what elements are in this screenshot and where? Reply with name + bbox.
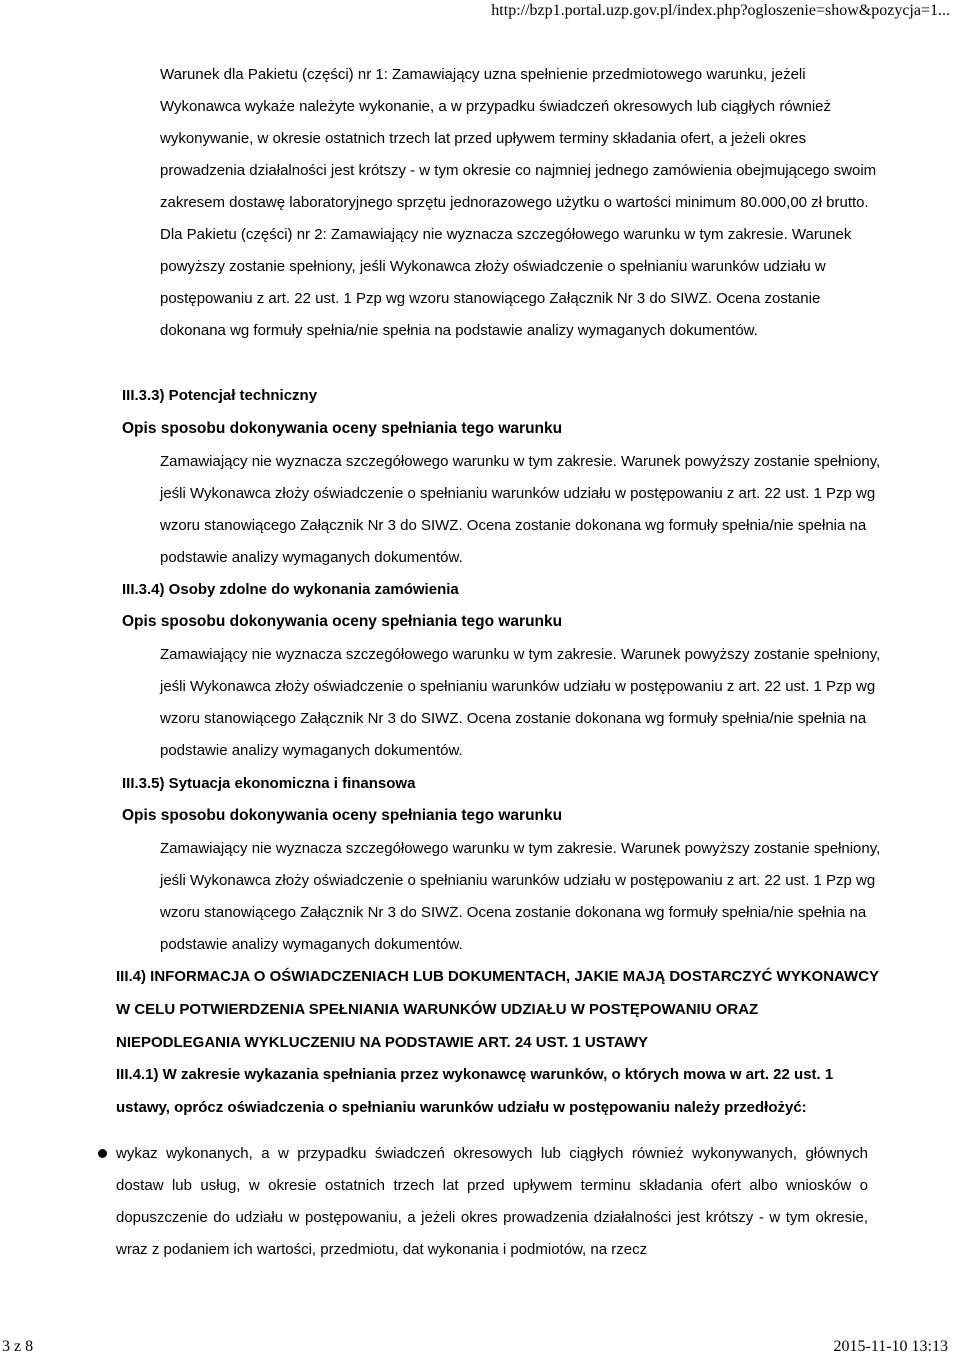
section-text-osoby: Zamawiający nie wyznacza szczegółowego warunku w tym zakresie. Warunek powyższy zostanie spełniony, jeśli Wykonawca złoży oświadczenie o spełnianiu warunków udziału w postępowaniu z art. 22 ust. 1 Pzp wg wzoru stanowiącego Załącznik Nr 3 do SIWZ. Ocena zostanie dokonana wg formuły spełnia/nie spełnia na podstawie analizy wymaganych dokumentów.: [160, 646, 881, 759]
print-datetime: 2015-11-10 13:13: [833, 1338, 948, 1355]
page-number: 3 z 8: [2, 1338, 34, 1355]
section-text-sytuacja: Zamawiający nie wyznacza szczegółowego warunku w tym zakresie. Warunek powyższy zostanie spełniony, jeśli Wykonawca złoży oświadczenie o spełnianiu warunków udziału w postępowaniu z art. 22 ust. 1 Pzp wg wzoru stanowiącego Załącznik Nr 3 do SIWZ. Ocena zostanie dokonana wg formuły spełnia/nie spełnia na podstawie analizy wymaganych dokumentów.: [160, 840, 881, 953]
opis-label-potencjal: Opis sposobu dokonywania oceny spełniania tego warunku: [122, 420, 563, 437]
subheading-iii41: III.4.1) W zakresie wykazania spełniania przez wykonawcę warunków, o których mowa w art. 22 ust. 1 ustawy, oprócz oświadczenia o spełnianiu warunków udziału w postępowaniu należy przedłożyć:: [116, 1066, 834, 1116]
list-item-text: wykaz wykonanych, a w przypadku świadczeń okresowych lub ciągłych również wykonywanych, głównych dostaw lub usług, w okresie ostatnich trzech lat przed upływem terminu składania ofert albo wniosków o dopuszczenie do udziału w postępowaniu, a jeżeli okres prowadzenia działalności jest krótszy - w tym okresie, wraz z podaniem ich wartości, przedmiotu, dat wykonania i podmiotów, na rzecz: [116, 1145, 868, 1258]
opis-label-osoby: Opis sposobu dokonywania oceny spełniania tego warunku: [122, 613, 563, 630]
intro-paragraph: Warunek dla Pakietu (części) nr 1: Zamawiający uzna spełnienie przedmiotowego warunku, jeżeli Wykonawca wykaże należyte wykonanie, a w przypadku świadczeń okresowych lub ciągłych również wykonywanie, w okresie ostatnich trzech lat przed upływem terminy składania ofert, a jeżeli okres prowadzenia działalności jest krótszy - w tym okresie co najmniej jednego zamówienia obejmującego swoim zakresem dostawę laboratoryjnego sprzętu jednorazowego użytku o wartości minimum 80.000,00 zł brutto. Dla Pakietu (części) nr 2: Zamawiający nie wyznacza szczegółowego warunku w tym zakresie. Warunek powyższy zostanie spełniony, jeśli Wykonawca złoży oświadczenie o spełnianiu warunków udziału w postępowaniu z art. 22 ust. 1 Pzp wg wzoru stanowiącego Załącznik Nr 3 do SIWZ. Ocena zostanie dokonana wg formuły spełnia/nie spełnia na podstawie analizy wymaganych dokumentów.: [160, 66, 877, 339]
requirements-list: [116, 1138, 868, 1266]
section-heading-sytuacja: III.3.5) Sytuacja ekonomiczna i finansowa: [122, 775, 416, 792]
print-header-url: http://bzp1.portal.uzp.gov.pl/index.php?ogloszenie=show&pozycja=1...: [491, 2, 950, 19]
bullet-icon: [98, 1149, 107, 1158]
section-heading-potencjal: III.3.3) Potencjał techniczny: [122, 387, 318, 404]
section-heading-iii4: III.4) INFORMACJA O OŚWIADCZENIACH LUB DOKUMENTACH, JAKIE MAJĄ DOSTARCZYĆ WYKONAWCY W CELU POTWIERDZENIA SPEŁNIANIA WARUNKÓW UDZIAŁU W POSTĘPOWANIU ORAZ NIEPODLEGANIA WYKLUCZENIU NA PODSTAWIE ART. 24 UST. 1 USTAWY: [116, 968, 879, 1051]
list-item: [116, 1138, 868, 1266]
opis-label-sytuacja: Opis sposobu dokonywania oceny spełniania tego warunku: [122, 807, 563, 824]
section-text-potencjal: Zamawiający nie wyznacza szczegółowego warunku w tym zakresie. Warunek powyższy zostanie spełniony, jeśli Wykonawca złoży oświadczenie o spełnianiu warunków udziału w postępowaniu z art. 22 ust. 1 Pzp wg wzoru stanowiącego Załącznik Nr 3 do SIWZ. Ocena zostanie dokonana wg formuły spełnia/nie spełnia na podstawie analizy wymaganych dokumentów.: [160, 453, 881, 566]
section-heading-osoby: III.3.4) Osoby zdolne do wykonania zamówienia: [122, 581, 459, 598]
